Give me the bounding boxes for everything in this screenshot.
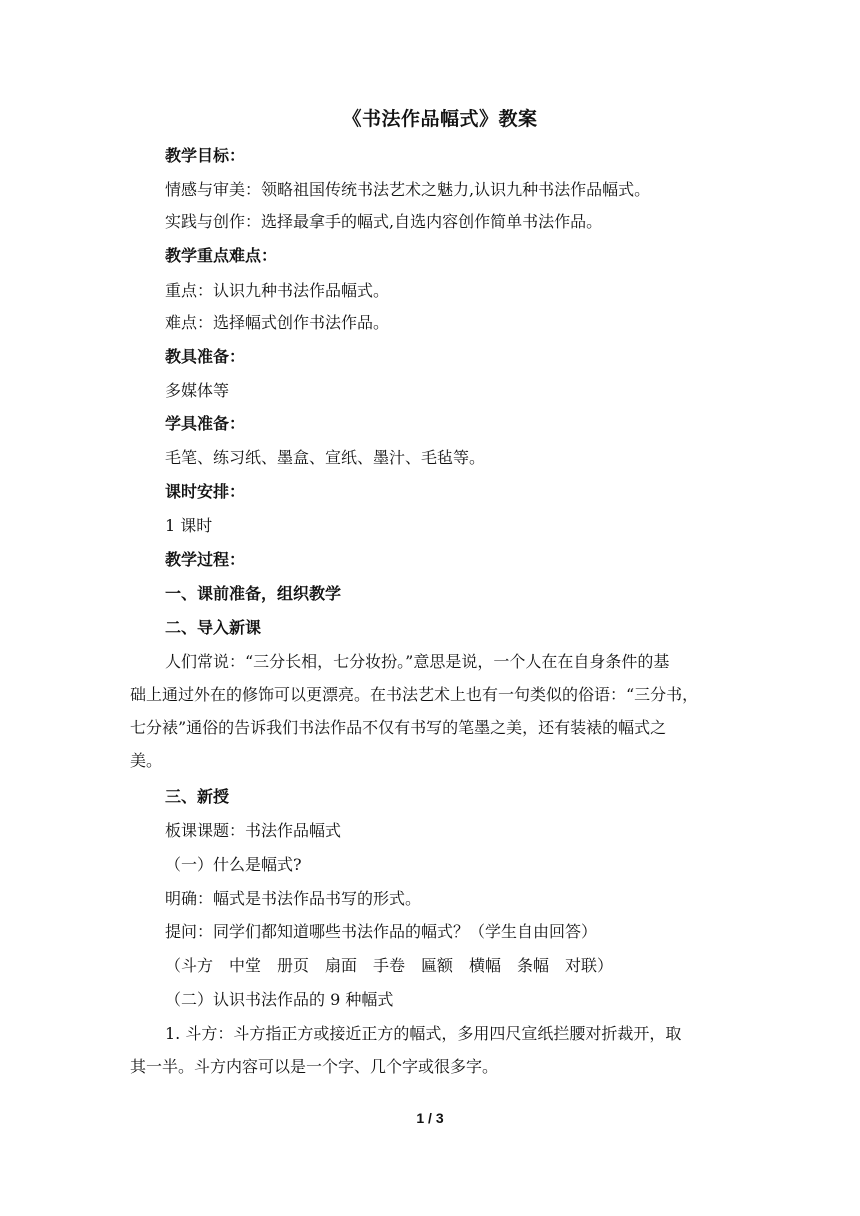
intro-line-2: 础上通过外在的修饰可以更漂亮。在书法艺术上也有一句类似的俗语：“三分书， — [130, 685, 699, 704]
difficult-point: 难点：选择幅式创作书法作品。 — [165, 313, 390, 332]
section-3-heading: 三、新授 — [165, 787, 230, 806]
section-2-heading: 二、导入新课 — [165, 618, 262, 637]
question: 提问：同学们都知道哪些书法作品的幅式？（学生自由回答） — [165, 922, 598, 941]
doc-title: 《书法作品幅式》教案 — [342, 108, 538, 130]
student-tools: 毛笔、练习纸、墨盒、宣纸、墨汁、毛毡等。 — [165, 448, 486, 467]
heading-key-points: 教学重点难点： — [165, 246, 278, 265]
intro-line-3: 七分裱”通俗的告诉我们书法作品不仅有书写的笔墨之美，还有装裱的幅式之 — [130, 718, 667, 737]
heading-schedule: 课时安排： — [165, 482, 246, 501]
doufang-line-1: 1. 斗方：斗方指正方或接近正方的幅式，多用四尺宣纸拦腰对折裁开，取 — [165, 1024, 682, 1043]
heading-process: 教学过程： — [165, 550, 246, 569]
subsection-2: （二）认识书法作品的 9 种幅式 — [165, 990, 394, 1009]
definition: 明确：幅式是书法作品书写的形式。 — [165, 889, 422, 908]
heading-teaching-tools: 教具准备： — [165, 347, 246, 366]
heading-student-tools: 学具准备： — [165, 414, 246, 433]
section-1-heading: 一、课前准备，组织教学 — [165, 584, 342, 603]
format-list: （斗方 中堂 册页 扇面 手卷 匾额 横幅 条幅 对联） — [165, 956, 614, 975]
doufang-paragraph — [130, 1024, 730, 1090]
key-point: 重点：认识九种书法作品幅式。 — [165, 281, 390, 300]
heading-teaching-goals: 教学目标： — [165, 146, 246, 165]
goal-practice: 实践与创作：选择最拿手的幅式,自选内容创作简单书法作品。 — [165, 212, 603, 231]
intro-line-4: 美。 — [130, 751, 163, 770]
page-number: 1 / 3 — [416, 1110, 444, 1126]
intro-line-1: 人们常说：“三分长相，七分妆扮。”意思是说，一个人在在自身条件的基 — [165, 652, 670, 671]
intro-paragraph — [130, 652, 730, 784]
schedule: 1 课时 — [165, 516, 213, 535]
subsection-1: （一）什么是幅式? — [165, 855, 302, 874]
doufang-line-2: 其一半。斗方内容可以是一个字、几个字或很多字。 — [130, 1057, 499, 1076]
board-topic: 板课课题：书法作品幅式 — [165, 821, 342, 840]
goal-emotion: 情感与审美：领略祖国传统书法艺术之魅力,认识九种书法作品幅式。 — [165, 180, 651, 199]
teaching-tools: 多媒体等 — [165, 381, 230, 400]
